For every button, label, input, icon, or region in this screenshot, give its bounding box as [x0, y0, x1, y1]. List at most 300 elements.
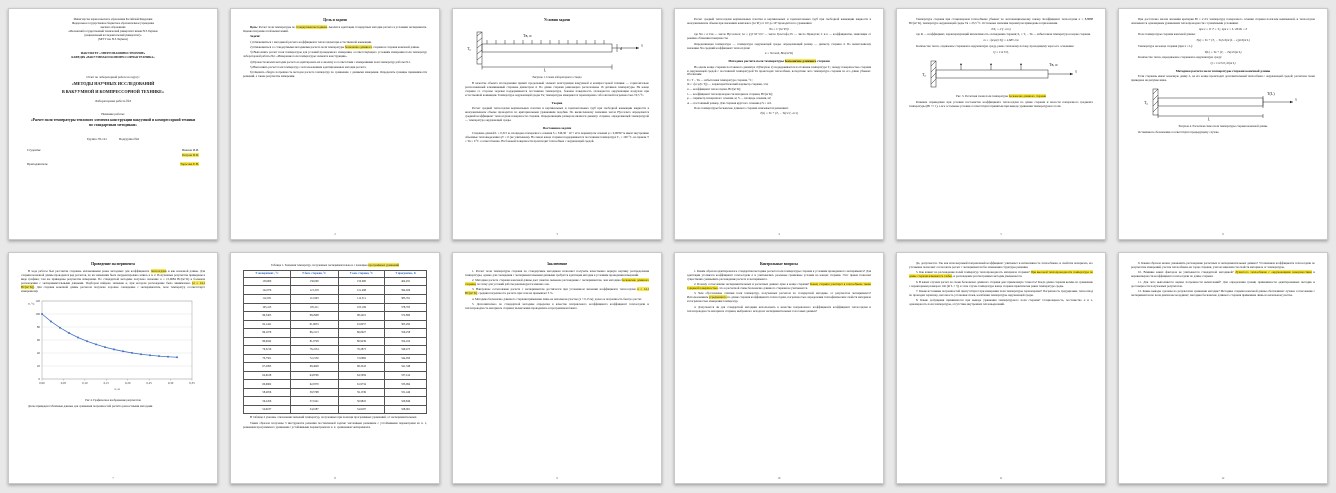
question-text-tail: по длине стержня коэффициента теплоотдачи, погрешностью определения теплофизических свойств материала и погрешностью измерения температур. — [687, 295, 872, 304]
table-cell: 57,0141 — [290, 397, 338, 406]
table-row — [244, 312, 427, 321]
question-item — [687, 283, 871, 291]
definition-item: λ — коэффициент теплопроводности материала стержня, Вт/(м·К); — [687, 91, 773, 96]
student-name-highlighted: Петров П.П. — [182, 153, 199, 158]
table-cell: 64,6168 — [244, 371, 291, 380]
formula-boundary: при x = 0: T = T₀; при x = L: dT/dx = 0 — [1198, 26, 1248, 31]
experiment-highlight: (α = 14,1 Вт/(м²·К)) — [21, 280, 205, 289]
table-row — [244, 303, 427, 312]
figure-lab-stand — [465, 26, 649, 74]
svg-text:80: 80 — [36, 324, 40, 329]
table-cell: 378,763 — [385, 303, 427, 312]
fig-label-x: x — [1295, 96, 1297, 102]
table-cell: 349,473 — [385, 346, 427, 355]
table-header-cell: T программн., К — [385, 270, 427, 277]
table-row — [244, 337, 427, 346]
teacher-label: Преподаватель: — [27, 161, 49, 166]
fig-label-d: d — [620, 45, 622, 51]
question-text: 12. Какие выводы сделаны по результатам сравнения методик? Методика стержня конечной длины обеспечивает лучшее согласование с экспериментом во всем диапазоне координат; методика бесконечно длинного стержня применима лишь на начальном участке. — [1131, 288, 1315, 297]
table-row — [244, 388, 427, 397]
table-cell: 150,000 — [338, 277, 385, 286]
caption-text: Таблица 1. Значения температур, полученных экспериментально и с помощью — [270, 262, 369, 267]
table-row — [244, 295, 427, 304]
question-item — [687, 292, 871, 304]
question-item — [1131, 290, 1315, 298]
definition-item: φ — периметр поперечного сечения, м; S — площадь сечения, м²; — [687, 96, 772, 101]
conclusion-text: 2. Методика расчета стержня конечной длины дает заметно меньшее расхождение с экспериментом, чем методика — [472, 278, 622, 283]
svg-text:120: 120 — [35, 298, 40, 303]
table-cell: 60,6962 — [244, 380, 291, 389]
student-names — [182, 148, 199, 159]
tasks-label: Задачи: — [250, 34, 261, 39]
ministry-header — [21, 18, 205, 41]
task-item — [243, 51, 427, 59]
method-paragraph: На одном конце стержня постоянного диаметра d (Рисунок 2) поддерживается постоянная температура T₀; между поверхностью стержня и окружающей средой с постоянной температурой Tв происходит теплообмен, вследствие чего температура стержня по его длине убывает. Обозначим: — [687, 64, 871, 77]
text-paragraph: Оставшиеся обозначения соответствуют предыдущему случаю. — [1138, 130, 1220, 135]
page-number: 7 — [112, 476, 114, 480]
heading-text: Методика расчета поля температуры — [728, 59, 785, 64]
svg-text:0,00: 0,00 — [39, 380, 45, 385]
table-cell: 64,5659 — [338, 371, 385, 380]
theory-heading: Теория — [551, 100, 563, 105]
question-text: 8. Какие допущения принимаются при выводе уравнения температурного поля стержня? Стационарность, постоянство α и λ, одномерность поля температуры, отсутствие внутренних тепловыделений. — [909, 298, 1093, 307]
finite-rod-diagram — [1143, 85, 1303, 121]
infinite-rod-diagram — [921, 57, 1081, 91]
text-paragraph: где m — коэффициент, характеризующий интенсивность охлаждения стержня; θ₀ = T₀ − Tв — избыточная температура в корне стержня. — [916, 32, 1091, 37]
theory-paragraph: Расчет средней теплоотдачи вертикальных пластин и вертикальных и горизонтальных труб при свободной конвекции жидкости в неограниченном объеме проводится по критериальным уравнениям подобия. По вычисленному значению числа Нуссельта определяется средний коэффициент теплоотдачи поверхности стержня. Определяющим размером является диаметр стержня, определяющей температурой — температура окружающей среды. — [465, 105, 649, 122]
table-cell: 80,0042 — [244, 337, 291, 346]
table-cell: 80,9239 — [338, 337, 385, 346]
table-cell: 333,994 — [385, 380, 427, 389]
svg-text:0,25: 0,25 — [146, 380, 152, 385]
conclusion-item — [465, 288, 649, 296]
svg-text:0,15: 0,15 — [103, 380, 109, 385]
conclusion-item — [465, 303, 649, 311]
table-cell: 54,9187 — [244, 405, 291, 414]
table-cell: 112,031 — [244, 295, 291, 304]
page-4-theory[interactable] — [674, 8, 884, 240]
experiment-highlight: теплоотдачи — [150, 268, 167, 273]
course-title-line2: В ВАКУУМНОЙ И КОМПРЕССОРНОЙ ТЕХНИКЕ» — [61, 88, 165, 94]
question-text: 4. Допускается ли для стандартной методики использовать в качестве поправочного коэффициента коэффициент теплоотдачи и теплопроводность материала стержня, выбранного исходя из экспериментальных голосовых данных? — [687, 304, 871, 313]
table-cell: 150,000 — [290, 277, 338, 286]
page-number: 12 — [1221, 476, 1225, 480]
text-paragraph: Если стержень имеет конечную длину L, на его конце происходит дополнительный теплообмен с окружающей средой; расчетная схема приведена на рисунке ниже. — [1131, 74, 1315, 83]
page-title: Условия задачи — [544, 18, 570, 22]
table-cell: 76,2873 — [338, 346, 385, 355]
text-paragraph: Решение справедливо при условии постоянства коэффициента теплоотдачи по длине стержня и малости поперечного градиента температуры (Bi << 1), а все остальные условия соответствуют принятым при выводе уравнения температурного поля. — [909, 99, 1093, 108]
results-chart — [24, 296, 202, 396]
page-number: 6 — [1222, 232, 1224, 236]
ministry-line: (национальный исследовательский университет)» — [84, 33, 142, 37]
page-title: Заключение — [546, 262, 568, 266]
page-number: 11 — [999, 476, 1003, 480]
results-chart-wrap — [21, 296, 205, 398]
fig-label-t0: T₀ — [922, 71, 926, 77]
question-text: 5. Как влияет на расхождение полей температур теплопроводность материала стержня? — [916, 270, 1031, 275]
question-item — [909, 290, 1093, 298]
page-number: 2 — [334, 232, 336, 236]
table-row — [244, 286, 427, 295]
table-cell: 70,7501 — [244, 354, 291, 363]
table-caption — [243, 264, 427, 268]
formula-alpha: α = Nu·λв/d, Вт/(м²·К) — [764, 51, 794, 56]
table-cell: 68,3243 — [338, 363, 385, 372]
table-row — [244, 320, 427, 329]
lab-number: Лабораторная работа №3 — [94, 99, 132, 104]
svg-text:100: 100 — [35, 311, 40, 316]
table-cell: 337,414 — [385, 371, 427, 380]
fig-label-x: x — [1075, 68, 1077, 74]
table-cell: 329,846 — [385, 397, 427, 406]
question-text: 1. Каким образом адаптировалась стандартная методика расчета поля температуры стержня к условиям проведенного эксперимента? Для адаптации уточнялся коэффициент теплоотдачи α и учитывались реальные граничные условия на концах стержня. Этот прием позволил существенно уменьшить расхождение расчета и эксперимента. — [687, 268, 871, 281]
question-item — [1131, 271, 1315, 279]
table-note: Таким образом получены 3 инструмента решения поставленной задачи: численным решением с устойчивыми параметрами из п. 1, решением программного уравнения с устойчивыми параметрами из п. 2, сравнением эксперимента. — [243, 420, 427, 429]
lab-stand-diagram — [465, 26, 651, 72]
question-item — [1131, 281, 1315, 289]
page-8-table[interactable] — [230, 252, 440, 484]
question-item — [909, 271, 1093, 279]
question-highlight: Конец стержня участвует в теплообмене также торцевой поверхностью — [687, 282, 872, 291]
question-item — [687, 270, 871, 282]
ministry-line: «Московский государственный технический университет имени Н.Э. Баумана — [68, 29, 158, 33]
chart-caption: Рис 4. Графическое изображение результатов — [85, 398, 141, 403]
table-cell: 56,2456 — [244, 397, 291, 406]
students-label: Студенты: — [27, 147, 41, 152]
questions-list — [909, 262, 1093, 307]
ministry-line: Федеральное государственное бюджетное образовательное учреждение — [71, 21, 155, 25]
question-highlight: усредненного — [709, 295, 727, 300]
task-text: 5) Выполнить расчет поля температур с использованием адаптированных методик расчета. — [250, 64, 367, 69]
definition-item: m = √(α·φ/(λ·S)) — характеристический параметр стержня, 1/м; — [687, 82, 769, 87]
department-line: КАФЕДРА «ВАКУУМНАЯ И КОМПРЕССОРНАЯ ТЕХНИКА» — [71, 55, 155, 60]
formula-temperature-field: T(x) = Tв + (T₀ − Tв)·e^(−m·x) — [760, 111, 798, 116]
experiment-text: . Для стержня конечной длины расчетом получено хорошее совпадение с экспериментом, поле температур соответствует измеренному. — [21, 284, 205, 293]
table-cell: 86,1079 — [244, 329, 291, 338]
ministry-line: (МГТУ им. Н.Э. Баумана) — [98, 37, 128, 41]
text-paragraph: Количество тепла, передаваемое стержнем в окружающую среду: — [1138, 55, 1222, 60]
page-5-infinite-rod[interactable] — [896, 8, 1106, 240]
text-paragraph: Количество тепла, отдаваемое стержнем в окружающую среду, равно тепловому потоку, проходящему через его основание: — [916, 43, 1075, 48]
course-title-line1: «МЕТОДЫ НАУЧНЫХ ИССЛЕДОВАНИЙ — [71, 81, 155, 87]
page-number: 5 — [1000, 232, 1002, 236]
student-name: Иванов И.И. — [182, 147, 199, 152]
table-cell: 59,5798 — [290, 388, 338, 397]
goal-label: Цель: — [250, 24, 258, 29]
fig-label-x: x — [641, 42, 643, 48]
table-row — [244, 329, 427, 338]
svg-text:0,30: 0,30 — [167, 380, 174, 385]
method-heading: Методика расчета поля температуры стержня конечной длины — [1175, 69, 1271, 74]
table-cell: 72,2130 — [290, 354, 338, 363]
table-cell: 404,031 — [385, 277, 427, 286]
conclusion-text: 3. Наилучшее согласование расчета с экспериментом достигается при уточненном значении коэффициента теплоотдачи — [472, 287, 638, 292]
table-cell: 105,413 — [244, 303, 291, 312]
table-cell: 64,8700 — [290, 371, 338, 380]
svg-text:0,10: 0,10 — [82, 380, 88, 385]
table-cell: 76,3216 — [244, 346, 291, 355]
table-cell: 105,211 — [290, 303, 338, 312]
question-text: 6. В каких случаях расчет по схеме бесконечно длинного стержня дает приемлемую точность? Когда длина стержня велика по сравнению с характерным размером 1/m (m·L > 3); в этом случае температура конца стержня практически равна температуре среды. — [909, 279, 1093, 288]
definitions-list — [687, 79, 871, 106]
svg-text:40: 40 — [36, 350, 40, 355]
question-text: 7. Какие источники погрешностей присутствуют при измерении поля температуры термопарами? Погрешность градуировки, теплоотвод по проводам термопар, неточность установки спаев, колебания температуры окружающей среды. — [909, 288, 1093, 297]
page-title: Цель и задачи — [323, 18, 347, 22]
table-row — [244, 346, 427, 355]
work-title: «Расчет поля температуры теплового элемента конструкции вакуумной и компрессорной техники по стандартным методикам» — [30, 117, 196, 127]
goal-text-tail: . Анализ и адаптация стандартных методик расчета к условиям эксперимента. Оценка погрешностей вычислений. — [243, 24, 428, 33]
table-cell: 344,950 — [385, 354, 427, 363]
conclusion-list — [465, 270, 649, 311]
page-2-goals[interactable] — [230, 8, 440, 240]
text-paragraph: Температура на конце стержня (при x = L): — [1138, 43, 1193, 48]
page-number: 3 — [556, 232, 558, 236]
goal-text: Расчет поля температуры по — [258, 24, 296, 29]
caption-highlight: программных уравнений — [368, 262, 400, 267]
table-cell: 56,9810 — [338, 397, 385, 406]
fig-label-t0: T₀ — [467, 45, 471, 51]
table-cell: 121,498 — [338, 286, 385, 295]
subgroup-label: Подгруппа №6 — [118, 136, 140, 141]
figure-caption — [909, 95, 1093, 99]
table-row — [244, 371, 427, 380]
formula-nusselt: Nu = C·(Gr·Pr)ⁿ — [769, 26, 789, 31]
question-text: 10. Влияние каких факторов не учитывается стандартной методикой? — [1138, 270, 1236, 275]
page-6-finite-rod[interactable] — [1118, 8, 1328, 240]
task-text: 4) Провести анализ методик расчета и адаптировать их к анализу в соответствии с измерениями поля температур работы №1. — [250, 59, 411, 64]
table-cell: 68,4648 — [290, 363, 338, 372]
table-cell: 91,8257 — [338, 320, 385, 329]
heading-text-tail: стержня — [816, 59, 830, 64]
experiment-text: В ходе работы был рассчитан стержень изложенными ранее методами: для коэффициента — [28, 268, 151, 273]
table-cell: 58,4956 — [244, 388, 291, 397]
formula-q: Q = λ·m·S·θ₀ — [993, 49, 1009, 54]
table-header-cell: T кон. стержня, °C — [338, 270, 385, 277]
question-item — [1131, 262, 1315, 270]
table-row — [244, 277, 427, 286]
table-cell: 98,2908 — [290, 312, 338, 321]
fig-label-tl: T(L) — [1267, 91, 1275, 97]
page-3-conditions[interactable] — [452, 8, 662, 240]
task-text: 3) Выполнить расчет поля температуры для условий проведенного измерения, соответствующего условиям измерения поля температур лабораторной работы №1 «Измерение поля температуры элемента конструкции». — [243, 50, 427, 59]
goal-paragraph — [243, 26, 427, 34]
svg-text:x, м: x, м — [114, 386, 120, 391]
page-number: 9 — [556, 476, 558, 480]
table-header-row — [244, 270, 427, 277]
conclusion-text: 5. Дополнительно по стандартной методике определен в качестве поправочного коэффициента коэффициент теплоотдачи и теплопроводность материала стержня; вычисления проводились в программном пакете. — [465, 302, 649, 311]
formula-m: m = √(α·φ/(λ·S)) = 4,683 1/м — [983, 38, 1019, 43]
table-cell: 86,2113 — [290, 329, 338, 338]
table-cell: 328,061 — [385, 405, 427, 414]
faculty-line: ФАКУЛЬТЕТ «ЭНЕРГОМАШИНОСТРОЕНИЕ» — [80, 51, 146, 56]
svg-text:0,20: 0,20 — [125, 380, 131, 385]
tasks-list — [243, 41, 427, 80]
group-label: Группа Э5-121 — [86, 136, 107, 141]
fig-label-L: L — [543, 67, 547, 72]
svg-text:0,35: 0,35 — [189, 380, 195, 385]
question-text: 3. Чем обусловлены отличия поля температур, полученных расчетом по стандартной методике, от результатов эксперимента? Использованием — [687, 291, 871, 300]
method-paragraph: Поле температуры бесконечно длинного стержня описывается решением: — [694, 105, 789, 110]
text-paragraph: При достаточно малом значении критерия Bi = α·d/λ температуру поперечного сечения стержня полагаем неизменной, и теплоотдача описывается одномерным уравнением теплопроводности с граничными условиями: — [1131, 17, 1315, 25]
table-cell: 62,0370 — [290, 380, 338, 389]
report-label: Отчет по лабораторной работе по курсу: — [86, 75, 140, 80]
questions-list — [1131, 262, 1315, 298]
teacher-name: Тарасова Е.Н. — [180, 161, 199, 166]
caption-text: Рис. 3. Расчетная схема поля температуры — [956, 93, 1009, 98]
experiment-paragraph: Далее приведем табличные данные для сравнения погрешностей расчёта разностными методами. — [28, 404, 153, 409]
definition-item: A — постоянный размер. Для стержня круглого сечения φ/S = 4/d. — [687, 101, 772, 105]
formula-end-temp: T(L) = Tв + (T₀ − Tв)/ch(m·L) — [1204, 49, 1242, 54]
svg-text:0,05: 0,05 — [60, 380, 67, 385]
question-text: Да, допускается. Так как используемый поправочный коэффициент учитывает и интенсивность теплообмена, и свойства материала, его уточнение позволяет согласовать расчет с экспериментом без изменения структуры решения. — [909, 261, 1093, 269]
experiment-paragraph — [21, 270, 205, 294]
caption-highlight: бесконечно длинного стержня — [1008, 93, 1046, 98]
table-cell: 91,9633 — [290, 320, 338, 329]
theory-paragraph: Определяющая температура — температура окружающей среды, определяющий размер — диаметр стержня d. По вычисленному значению Nu средний коэффициент теплоотдачи: — [687, 41, 871, 50]
page-9-conclusion[interactable] — [452, 252, 662, 484]
figure-caption: Рисунок 4. Расчетная схема поля температуры стержня конечной длины — [1178, 124, 1268, 129]
ministry-line: высшего образования — [100, 25, 126, 29]
page-title: Контрольные вопросы — [759, 262, 799, 266]
table-cell: 359,258 — [385, 329, 427, 338]
page-number: 10 — [777, 476, 781, 480]
table-cell: 112,311 — [338, 295, 385, 304]
table-cell: 365,292 — [385, 320, 427, 329]
definition-item: α — коэффициент теплоотдачи, Вт/(м²·К); — [687, 87, 741, 92]
table-cell: 99,3405 — [244, 312, 291, 321]
fig-label-ambient: Tв, α — [523, 32, 532, 38]
formula-finite-field: T(x) = Tв + (T₀ − Tв)·ch(m·(L − x))/ch(m·L) — [1196, 38, 1250, 43]
definition-item: θ = T − Tв — избыточная температура стержня, °C; — [687, 77, 753, 82]
question-text-tail: , и расхождение рассмотренных методик уменьшается. — [952, 274, 1023, 279]
table-row — [244, 397, 427, 406]
table-cell: 150,000 — [244, 277, 291, 286]
fig-label-L: L — [1207, 116, 1211, 122]
conclusion-highlight: бесконечно длинного стержня — [465, 278, 649, 287]
table-cell: 331,446 — [385, 388, 427, 397]
question-text-tail: , что в расчетной схеме бесконечно длинного стержня не учитывается. — [717, 286, 808, 291]
svg-text:60: 60 — [36, 337, 40, 342]
ministry-line: Министерство науки и высшего образования Российской Федерации — [73, 18, 153, 21]
page-10-questions[interactable] — [674, 252, 884, 484]
figure-infinite-rod — [909, 57, 1093, 93]
table-cell: 61,9734 — [338, 380, 385, 389]
table-row — [244, 354, 427, 363]
question-text-tail: и неравномерности коэффициента теплоотдачи по длине стержня. — [1131, 270, 1315, 279]
setup-paragraph: Стержень длиной L = 0,315 м, площадью поперечного сечения S = 346,36 · 10⁻⁶ м² и периметром сечения φ = 0,06597 м имеет внутренние объемные тепловыделения qV = 0 (не учитываем). На левом конце стержня поддерживается постоянная температура T₀ = 100 °C, на правом T = Tв = 0 °C соответственно. На боковой поверхности происходит теплообмен с окружающей средой. — [465, 130, 649, 143]
conclusion-text: 4. Методика бесконечно длинного стержня применима лишь на начальном участке (x < 0,15 м); далее ее погрешность быстро растет. — [472, 296, 642, 301]
task-item — [243, 71, 427, 79]
question-highlight: Лучистого теплообмена с окружающими поверхностями — [1235, 270, 1312, 275]
question-item — [909, 281, 1093, 289]
table-note: В таблице 2 указаны отклонения значений температур, полученных при помощи программных уравнений, от экспериментальных. — [250, 415, 418, 420]
table-cell: 112,993 — [290, 295, 338, 304]
questions-list — [687, 270, 871, 314]
page-number: 4 — [778, 232, 780, 236]
page-number: 8 — [334, 476, 336, 480]
table-cell: 121,318 — [290, 286, 338, 295]
table-cell: 354,104 — [385, 337, 427, 346]
question-item — [687, 306, 871, 314]
setup-heading: Постановка задачи — [542, 125, 572, 130]
conclusion-highlight: α = 14,1 Вт/(м²·К) — [465, 287, 649, 296]
work-name-label: Название работы: — [101, 111, 125, 116]
theory-paragraph: Расчет средней теплоотдачи вертикальных пластин и вертикальных и горизонтальных труб при свободной конвекции жидкости в неограниченном объеме при значениях комплекса (Gr·Pr) от 10³ до 10⁹ проводится по уравнению: — [687, 17, 871, 25]
table-cell: 86,0927 — [338, 329, 385, 338]
conclusion-item — [465, 270, 649, 278]
table-cell: 341,348 — [385, 363, 427, 372]
page-12-questions-end[interactable] — [1118, 252, 1328, 484]
question-item — [909, 299, 1093, 307]
page-7-experiment[interactable] — [8, 252, 218, 484]
task-text-tail: стержня и стержня конечной длины. — [372, 44, 420, 49]
question-text: 9. Каким образом можно уменьшить расхождение расчетных и экспериментальных данных? Уточнением коэффициента теплоотдачи по результатам измерений, учетом теплообмена на торце стержня, учетом зависимости свойств материала от температуры. — [1131, 261, 1315, 269]
conclusion-text-tail: , поэтому для условий работы рекомендуется именно она. — [475, 282, 550, 287]
question-text: 2. Почему согласование экспериментальных и расчетных данных хуже в конце стержня? — [694, 282, 811, 287]
experiment-text: и как конечной длины. Для стержня конечной длины проводился ряд расчетов, по их значениям была скорректирована запись в п. 2. Полученные результаты приведены в виде графика; там же приведены результаты измерения. По стандартной методике получено значение α = 15,9684 Вт/(м²·К) в большом расхождении с экспериментальными данными. Подбором найдено значение α, при котором расхождение было минимально — [21, 268, 205, 285]
table-cell: 59,1339 — [338, 388, 385, 397]
table-header-cell: T беск. стержня, °C — [290, 270, 338, 277]
svg-text:20: 20 — [36, 363, 40, 368]
heading-highlight: бесконечно длинного — [784, 59, 817, 64]
figure-finite-rod — [1131, 85, 1315, 123]
question-item — [909, 262, 1093, 270]
task-text: 1) Ознакомиться с методикой расчета коэффициента теплоотдачи при естественной конвекции. — [250, 39, 372, 44]
fig-label-t0: T₀ — [1144, 100, 1148, 106]
temperature-table — [243, 270, 427, 415]
people-block — [21, 148, 205, 166]
question-highlight: При высокой теплопроводности температура по длине стержня изменяется слабее — [909, 270, 1093, 279]
table-cell: 72,0682 — [338, 354, 385, 363]
theory-paragraph: где Nu = α·l/λв — число Нуссельта; Gr = g·β·ΔT·l³/ν² — число Грасгофа; Pr — число Прандтля; C и n — коэффициенты, зависящие от режима обтекания поверхности. — [687, 32, 871, 41]
table-row — [244, 380, 427, 389]
svg-text:T, °C: T, °C — [28, 301, 35, 306]
page-1-title[interactable] — [8, 8, 218, 240]
formula-heat: Q = λ·m·S·θ₀·th(m·L) — [1210, 61, 1236, 66]
text-paragraph: Температура стержня при стационарном теплообмене убывает по экспоненциальному закону. Коэффициент теплоотдачи α = 8,8888 Вт/(м²·К), температура окружающей среды Tв = 23,5 °C. Остальные значения параметров приведены в приложении. — [909, 17, 1093, 25]
table-row — [244, 363, 427, 372]
question-text: 11. Для чего выполняется оценка погрешности вычислений? Для определения границ применимости адаптированных методик и достоверности получаемых результатов. — [1131, 279, 1315, 288]
fig-label-ambient: Tв, α — [1049, 61, 1058, 67]
text-paragraph: Поле температуры стержня конечной длины: — [1138, 32, 1196, 37]
page-title: Проведение эксперимента — [91, 262, 135, 266]
task-text: 6) Оценить общую погрешность методов расчета температур по сравнению с данными измерения. Определить границы применимости решений, а также результаты измерения. — [243, 70, 427, 79]
table-cell: 54,9187 — [338, 405, 385, 414]
table-cell: 76,4134 — [290, 346, 338, 355]
table-row — [244, 405, 427, 414]
conditions-paragraph: В качестве объекта исследования принят продольный элемент конструкции вакуумной и компрессорной техники — горизонтально расположенный алюминиевый стержень диаметром d. По длине стержня равномерно расположены 16 датчиков температуры. На конце стержня со стороны заделки поддерживается постоянная температура, боковая поверхность охлаждается окружающим воздухом при естественной конвекции. Температура окружающей среды Tв; температуры измеряются термопарами с абсолютной погрешностью ±0,5 °C. — [465, 80, 649, 97]
page-11-questions-cont[interactable] — [896, 252, 1106, 484]
task-highlight: бесконечно длинного — [345, 44, 373, 49]
figure-caption: Рисунок 1. Схема лабораторного стенда — [532, 74, 582, 79]
conclusion-text: 1. Расчет поля температуры стержня по стандартным методикам позволяет получить качественно верную картину распределения температуры, однако для совпадения с экспериментальными данными требуется адаптация методик к условиям проведения измерений. — [465, 268, 649, 277]
formula-theta: θ/θ₀ = e^(−m·x) — [991, 26, 1011, 31]
table-cell: 122,076 — [244, 286, 291, 295]
table-cell: 81,0728 — [290, 337, 338, 346]
svg-text:0: 0 — [38, 376, 40, 381]
method-heading — [687, 59, 871, 63]
table-cell: 54,9187 — [290, 405, 338, 414]
table-header-cell: T эксперимент., °C — [244, 270, 291, 277]
table-cell: 92,1441 — [244, 320, 291, 329]
table-cell: 105,169 — [338, 303, 385, 312]
goal-highlight: стандартным методикам — [295, 24, 327, 29]
table-cell: 394,026 — [385, 286, 427, 295]
table-cell: 383,761 — [385, 295, 427, 304]
task-text: 2) Ознакомиться со стандартными методиками расчета поля температуры — [250, 44, 346, 49]
table-cell: 67,2093 — [244, 363, 291, 372]
table-cell: 98,2401 — [338, 312, 385, 321]
